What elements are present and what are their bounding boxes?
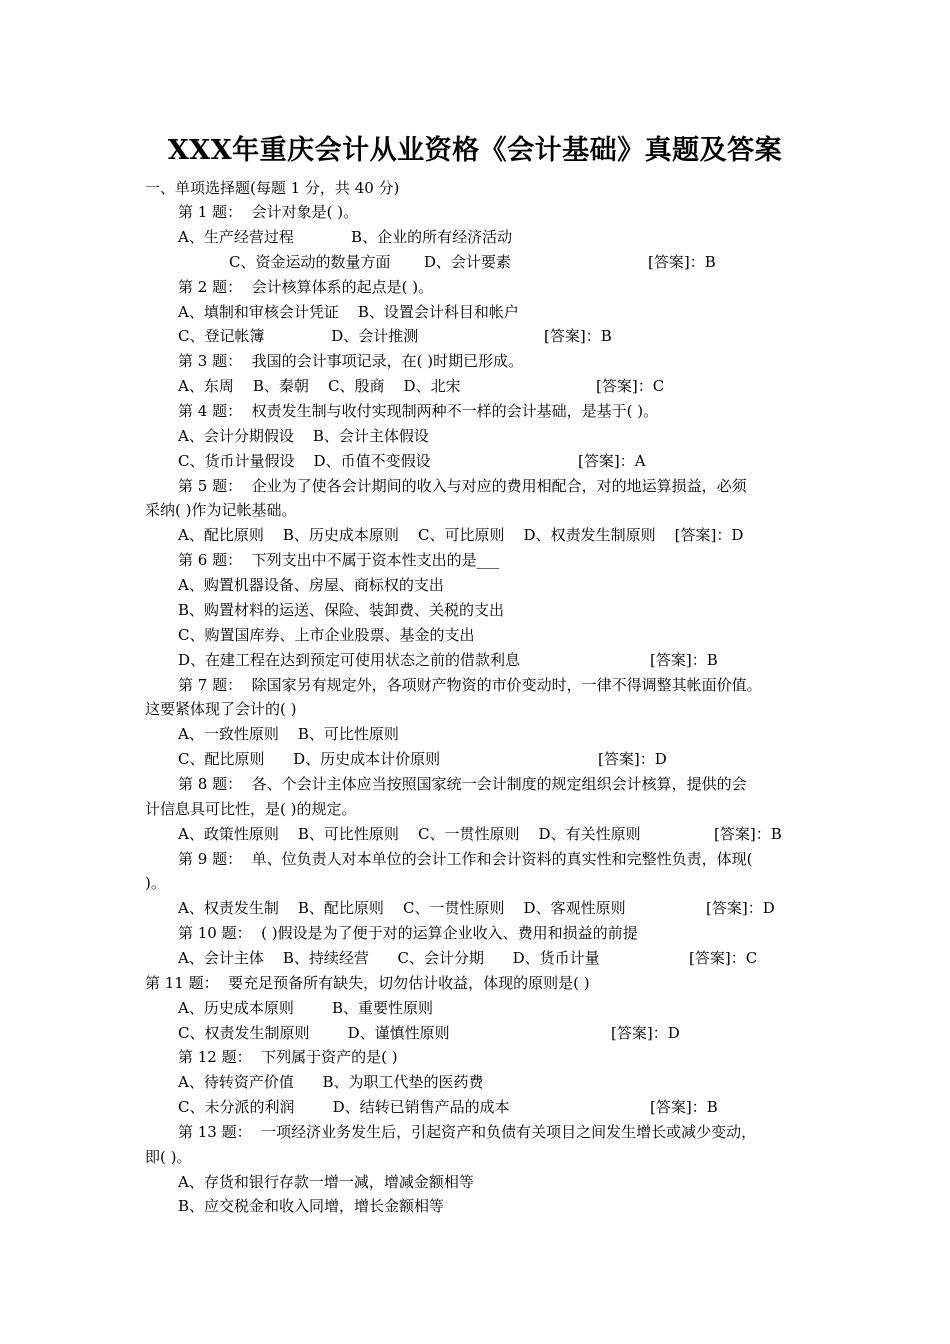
question-11-answer: [答案]：D bbox=[611, 1024, 680, 1042]
question-6-option-d: D、在建工程在达到预定可使用状态之前的借款利息 bbox=[178, 651, 521, 669]
question-5-continued: 采纳( )作为记帐基础。 bbox=[145, 501, 297, 519]
question-12-answer: [答案]：B bbox=[650, 1098, 718, 1116]
section-heading: 一、单项选择题(每题 1 分，共 40 分) bbox=[145, 179, 400, 197]
question-5: 第 5 题： 企业为了使各会计期间的收入与对应的费用相配合，对的地运算损益，必须 bbox=[178, 477, 747, 495]
question-2-options-cd: C、登记帐簿 D、会计推测 bbox=[178, 327, 419, 345]
question-4-options-ab: A、会计分期假设 B、会计主体假设 bbox=[178, 427, 429, 445]
question-10-options: A、会计主体 B、持续经营 C、会计分期 D、货币计量 bbox=[178, 949, 600, 967]
question-6-answer: [答案]：B bbox=[650, 651, 718, 669]
question-10: 第 10 题： ( )假设是为了便于对的运算企业收入、费用和损益的前提 bbox=[178, 924, 638, 942]
question-6: 第 6 题： 下列支出中不属于资本性支出的是___ bbox=[178, 551, 500, 569]
question-13-continued: 即( )。 bbox=[145, 1148, 192, 1166]
question-2-answer: [答案]：B bbox=[544, 327, 612, 345]
question-11: 第 11 题： 要充足预备所有缺失，切勿估计收益，体现的原则是( ) bbox=[145, 974, 590, 992]
question-8-options: A、政策性原则 B、可比性原则 C、一贯性原则 D、有关性原则 bbox=[178, 825, 641, 843]
question-3-options: A、东周 B、秦朝 C、殷商 D、北宋 bbox=[178, 377, 461, 395]
question-1-options-ab: A、生产经营过程 B、企业的所有经济活动 bbox=[178, 228, 513, 246]
question-5-options-answer: A、配比原则 B、历史成本原则 C、可比原则 D、权责发生制原则 [答案]：D bbox=[178, 526, 744, 544]
question-11-options-cd: C、权责发生制原则 D、谨慎性原则 bbox=[178, 1024, 450, 1042]
question-10-answer: [答案]：C bbox=[689, 949, 758, 967]
question-6-option-a: A、购置机器设备、房屋、商标权的支出 bbox=[178, 576, 444, 594]
question-12-options-cd: C、未分派的利润 D、结转已销售产品的成本 bbox=[178, 1098, 510, 1116]
question-7-options-cd: C、配比原则 D、历史成本计价原则 bbox=[178, 750, 441, 768]
question-6-option-c: C、购置国库券、上市企业股票、基金的支出 bbox=[178, 626, 475, 644]
question-7-answer: [答案]：D bbox=[598, 750, 667, 768]
question-7-options-ab: A、一致性原则 B、可比性原则 bbox=[178, 725, 399, 743]
question-8-continued: 计信息具可比性，是( )的规定。 bbox=[145, 800, 357, 818]
question-4-options-cd: C、货币计量假设 D、币值不变假设 bbox=[178, 452, 431, 470]
question-8: 第 8 题： 各、个会计主体应当按照国家统一会计制度的规定组织会计核算，提供的会 bbox=[178, 775, 747, 793]
question-1: 第 1 题： 会计对象是( )。 bbox=[178, 203, 359, 221]
question-9-options: A、权责发生制 B、配比原则 C、一贯性原则 D、客观性原则 bbox=[178, 899, 626, 917]
question-12: 第 12 题： 下列属于资产的是( ) bbox=[178, 1048, 398, 1066]
question-13: 第 13 题： 一项经济业务发生后，引起资产和负债有关项目之间发生增长或减少变动， bbox=[178, 1123, 757, 1141]
question-8-answer: [答案]：B bbox=[714, 825, 782, 843]
question-6-option-b: B、购置材料的运送、保险、装卸费、关税的支出 bbox=[178, 601, 505, 619]
question-3: 第 3 题： 我国的会计事项记录，在( )时期已形成。 bbox=[178, 352, 524, 370]
question-12-options-ab: A、待转资产价值 B、为职工代垫的医药费 bbox=[178, 1073, 484, 1091]
question-4: 第 4 题： 权责发生制与收付实现制两种不一样的会计基础，是基于( )。 bbox=[178, 402, 659, 420]
question-7: 第 7 题： 除国家另有规定外，各项财产物资的市价变动时，一律不得调整其帐面价值。 bbox=[178, 676, 762, 694]
question-7-continued: 这要紧体现了会计的( ) bbox=[145, 700, 297, 718]
question-9-continued: )。 bbox=[145, 874, 166, 892]
question-9: 第 9 题： 单、位负责人对本单位的会计工作和会计资料的真实性和完整性负责，体现( bbox=[178, 850, 753, 868]
question-1-options-cd: C、资金运动的数量方面 D、会计要素 bbox=[229, 253, 511, 271]
question-9-answer: [答案]：D bbox=[706, 899, 775, 917]
question-13-option-a: A、存货和银行存款一增一减，增减金额相等 bbox=[178, 1173, 474, 1191]
question-3-answer: [答案]：C bbox=[596, 377, 665, 395]
question-1-answer: [答案]：B bbox=[648, 253, 716, 271]
question-13-option-b: B、应交税金和收入同增，增长金额相等 bbox=[178, 1197, 445, 1215]
document-title: XXX年重庆会计从业资格《会计基础》真题及答案 bbox=[167, 135, 783, 166]
question-4-answer: [答案]：A bbox=[578, 452, 646, 470]
question-2-options-ab: A、填制和审核会计凭证 B、设置会计科目和帐户 bbox=[178, 303, 519, 321]
question-11-options-ab: A、历史成本原则 B、重要性原则 bbox=[178, 999, 434, 1017]
question-2: 第 2 题： 会计核算体系的起点是( )。 bbox=[178, 278, 434, 296]
